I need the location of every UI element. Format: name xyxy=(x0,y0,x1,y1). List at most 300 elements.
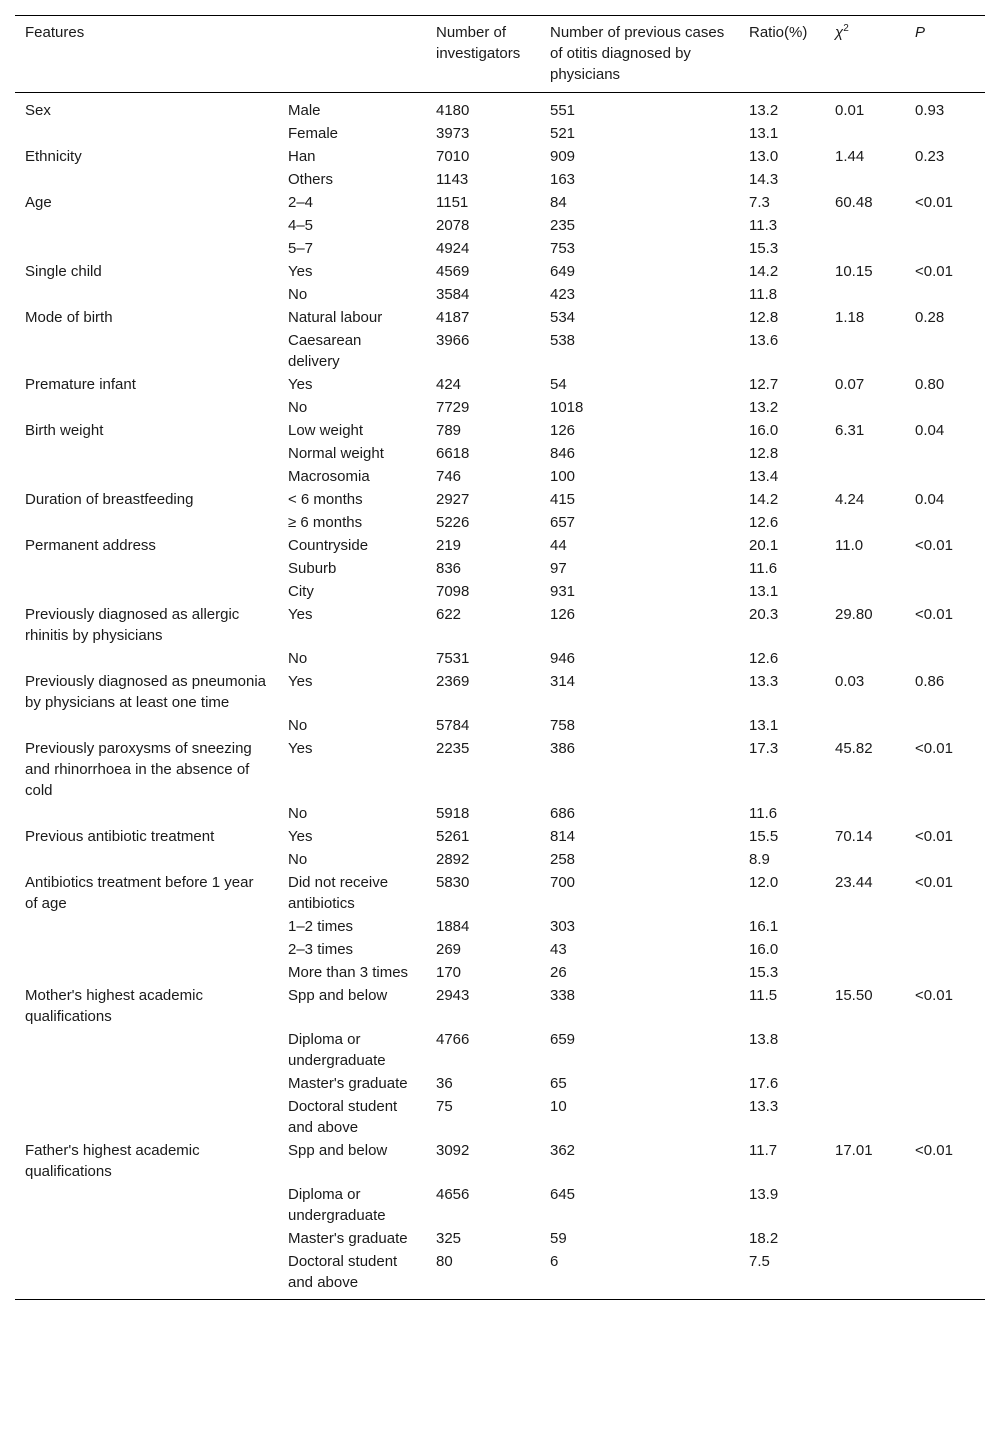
cell-p-value xyxy=(905,915,985,938)
cell-feature: Father's highest academic qualifications xyxy=(25,1142,200,1180)
cell-feature: Previously diagnosed as allergic rhinitis by physicians xyxy=(25,606,240,644)
cell-chi-square xyxy=(825,511,905,534)
cell-cases: 84 xyxy=(550,194,567,211)
cell-subgroup: Diploma or undergraduate xyxy=(288,1031,386,1069)
table-row xyxy=(15,214,985,237)
table-row xyxy=(15,419,985,442)
cell-subgroup: Master's graduate xyxy=(288,1075,408,1092)
cell-cases: 551 xyxy=(550,102,576,119)
cell-investigators: 2943 xyxy=(436,987,470,1004)
table-row xyxy=(15,534,985,557)
cell-subgroup: Male xyxy=(288,102,321,119)
cell-cases: 303 xyxy=(550,918,576,935)
cell-investigators: 4569 xyxy=(436,263,470,280)
table-row xyxy=(15,647,985,670)
cell-subgroup: Spp and below xyxy=(288,987,388,1004)
cell-ratio: 15.3 xyxy=(749,964,779,981)
cell-feature xyxy=(15,938,278,961)
cell-chi-square xyxy=(825,465,905,488)
cell-investigators: 170 xyxy=(436,964,462,981)
cell-ratio: 13.2 xyxy=(749,399,779,416)
cell-ratio: 14.2 xyxy=(749,491,779,508)
cell-feature xyxy=(15,1028,278,1072)
table-row xyxy=(15,938,985,961)
cell-investigators: 5226 xyxy=(436,514,470,531)
table-row xyxy=(15,373,985,396)
cell-investigators: 789 xyxy=(436,422,462,439)
table-row xyxy=(15,191,985,214)
table-row xyxy=(15,580,985,603)
table-row xyxy=(15,1139,985,1183)
cell-ratio: 15.5 xyxy=(749,828,779,845)
cell-feature xyxy=(15,396,278,419)
table-row xyxy=(15,603,985,647)
cell-chi-square: 0.03 xyxy=(835,673,865,690)
table-row xyxy=(15,93,985,123)
cell-feature xyxy=(15,214,278,237)
cell-chi-square xyxy=(825,1072,905,1095)
table-row xyxy=(15,1227,985,1250)
cell-p-value xyxy=(905,168,985,191)
cell-feature: Single child xyxy=(25,263,102,280)
cell-investigators: 2927 xyxy=(436,491,470,508)
cell-cases: 846 xyxy=(550,445,576,462)
cell-chi-square xyxy=(825,915,905,938)
cell-subgroup: Doctoral student and above xyxy=(288,1253,398,1291)
cell-investigators: 75 xyxy=(436,1098,453,1115)
cell-investigators: 622 xyxy=(436,606,462,623)
cell-investigators: 5784 xyxy=(436,717,470,734)
cell-ratio: 15.3 xyxy=(749,240,779,257)
cell-p-value xyxy=(905,1095,985,1139)
cell-subgroup: Suburb xyxy=(288,560,337,577)
cell-subgroup: Yes xyxy=(288,828,313,845)
cell-cases: 126 xyxy=(550,606,576,623)
cell-subgroup: 2–4 xyxy=(288,194,314,211)
cell-subgroup: Spp and below xyxy=(288,1142,388,1159)
cell-subgroup: Han xyxy=(288,148,316,165)
cell-p-value: 0.86 xyxy=(915,673,945,690)
cell-chi-square xyxy=(825,396,905,419)
cell-investigators: 7098 xyxy=(436,583,470,600)
header-investigators: Number of investigators xyxy=(436,24,521,62)
cell-chi-square: 70.14 xyxy=(835,828,873,845)
cell-cases: 649 xyxy=(550,263,576,280)
cell-p-value xyxy=(905,1028,985,1072)
cell-p-value xyxy=(905,1183,985,1227)
cell-chi-square xyxy=(825,938,905,961)
cell-p-value xyxy=(905,237,985,260)
cell-ratio: 11.6 xyxy=(749,805,778,822)
cell-chi-square xyxy=(825,1028,905,1072)
cell-p-value: 0.04 xyxy=(915,422,945,439)
cell-ratio: 11.8 xyxy=(749,286,778,303)
cell-chi-square: 1.44 xyxy=(835,148,865,165)
cell-feature xyxy=(15,465,278,488)
table-row xyxy=(15,871,985,915)
cell-p-value xyxy=(905,802,985,825)
cell-feature xyxy=(15,848,278,871)
table-row xyxy=(15,329,985,373)
cell-p-value: <0.01 xyxy=(915,828,953,845)
cell-p-value xyxy=(905,465,985,488)
cell-ratio: 13.3 xyxy=(749,1098,779,1115)
cell-p-value xyxy=(905,938,985,961)
table-row xyxy=(15,1183,985,1227)
cell-chi-square: 11.0 xyxy=(835,537,864,554)
cell-subgroup: More than 3 times xyxy=(288,964,409,981)
cell-ratio: 20.1 xyxy=(749,537,779,554)
table-row xyxy=(15,825,985,848)
cell-cases: 753 xyxy=(550,240,576,257)
cell-chi-square xyxy=(825,961,905,984)
cell-investigators: 4766 xyxy=(436,1031,470,1048)
cell-p-value: 0.93 xyxy=(915,102,945,119)
table-row xyxy=(15,802,985,825)
table-row xyxy=(15,465,985,488)
cell-ratio: 16.1 xyxy=(749,918,779,935)
cell-subgroup: No xyxy=(288,399,308,416)
cell-investigators: 1884 xyxy=(436,918,470,935)
cell-feature xyxy=(15,961,278,984)
cell-chi-square: 17.01 xyxy=(835,1142,873,1159)
cell-p-value xyxy=(905,396,985,419)
cell-ratio: 12.8 xyxy=(749,445,779,462)
cell-cases: 100 xyxy=(550,468,576,485)
cell-cases: 758 xyxy=(550,717,576,734)
header-ratio: Ratio(%) xyxy=(749,24,808,41)
cell-cases: 521 xyxy=(550,125,576,142)
cell-ratio: 11.6 xyxy=(749,560,778,577)
cell-investigators: 424 xyxy=(436,376,462,393)
cell-investigators: 2369 xyxy=(436,673,470,690)
cell-feature xyxy=(15,915,278,938)
cell-feature xyxy=(15,237,278,260)
table-row xyxy=(15,1095,985,1139)
cell-p-value: <0.01 xyxy=(915,740,953,757)
cell-chi-square: 45.82 xyxy=(835,740,873,757)
cell-subgroup: City xyxy=(288,583,314,600)
cell-p-value xyxy=(905,961,985,984)
cell-cases: 415 xyxy=(550,491,576,508)
cell-ratio: 16.0 xyxy=(749,941,779,958)
cell-cases: 814 xyxy=(550,828,576,845)
cell-feature xyxy=(15,802,278,825)
cell-investigators: 3966 xyxy=(436,332,470,349)
cell-p-value xyxy=(905,283,985,306)
cell-subgroup: No xyxy=(288,286,308,303)
cell-ratio: 13.3 xyxy=(749,673,779,690)
cell-investigators: 3973 xyxy=(436,125,470,142)
cell-feature xyxy=(15,1183,278,1227)
cell-ratio: 8.9 xyxy=(749,851,770,868)
table-container xyxy=(15,15,985,1300)
cell-subgroup: No xyxy=(288,650,308,667)
cell-p-value: <0.01 xyxy=(915,194,953,211)
cell-subgroup: Yes xyxy=(288,673,313,690)
cell-p-value: <0.01 xyxy=(915,537,953,554)
cell-subgroup: Natural labour xyxy=(288,309,383,326)
cell-p-value: 0.80 xyxy=(915,376,945,393)
cell-ratio: 12.0 xyxy=(749,874,779,891)
cell-subgroup: Yes xyxy=(288,376,313,393)
table-row xyxy=(15,714,985,737)
cell-subgroup: Yes xyxy=(288,606,313,623)
cell-cases: 44 xyxy=(550,537,567,554)
cell-chi-square: 1.18 xyxy=(835,309,865,326)
cell-cases: 1018 xyxy=(550,399,584,416)
cell-p-value: 0.04 xyxy=(915,491,945,508)
cell-chi-square xyxy=(825,122,905,145)
header-cases: Number of previous cases of otitis diagnosed by physicians xyxy=(550,24,725,83)
cell-investigators: 325 xyxy=(436,1230,462,1247)
cell-p-value: <0.01 xyxy=(915,1142,953,1159)
cell-ratio: 17.3 xyxy=(749,740,779,757)
cell-p-value xyxy=(905,122,985,145)
cell-feature: Mother's highest academic qualifications xyxy=(25,987,203,1025)
cell-cases: 43 xyxy=(550,941,567,958)
cell-cases: 657 xyxy=(550,514,576,531)
cell-subgroup: No xyxy=(288,717,308,734)
cell-feature: Permanent address xyxy=(25,537,156,554)
table-row xyxy=(15,306,985,329)
cell-subgroup: No xyxy=(288,851,308,868)
cell-chi-square: 29.80 xyxy=(835,606,873,623)
header-chi-square xyxy=(825,16,905,93)
cell-investigators: 2235 xyxy=(436,740,470,757)
cell-cases: 65 xyxy=(550,1075,567,1092)
table-row xyxy=(15,1250,985,1300)
cell-investigators: 2078 xyxy=(436,217,470,234)
table-body xyxy=(15,93,985,1300)
cell-investigators: 5918 xyxy=(436,805,470,822)
cell-feature: Ethnicity xyxy=(25,148,82,165)
cell-ratio: 7.5 xyxy=(749,1253,770,1270)
cell-subgroup: Normal weight xyxy=(288,445,384,462)
cell-cases: 931 xyxy=(550,583,576,600)
cell-p-value: <0.01 xyxy=(915,987,953,1004)
table-row xyxy=(15,396,985,419)
cell-chi-square: 0.01 xyxy=(835,102,865,119)
table-row xyxy=(15,237,985,260)
cell-cases: 10 xyxy=(550,1098,567,1115)
cell-ratio: 13.1 xyxy=(749,717,779,734)
table-row xyxy=(15,145,985,168)
cell-p-value: 0.28 xyxy=(915,309,945,326)
cell-cases: 126 xyxy=(550,422,576,439)
cell-chi-square xyxy=(825,647,905,670)
cell-cases: 386 xyxy=(550,740,576,757)
cell-feature xyxy=(15,122,278,145)
cell-cases: 645 xyxy=(550,1186,576,1203)
cell-chi-square xyxy=(825,1227,905,1250)
cell-cases: 314 xyxy=(550,673,576,690)
cell-p-value xyxy=(905,557,985,580)
cell-cases: 946 xyxy=(550,650,576,667)
cell-p-value xyxy=(905,1072,985,1095)
cell-chi-square: 0.07 xyxy=(835,376,865,393)
cell-subgroup: Did not receive antibiotics xyxy=(288,874,389,912)
cell-feature xyxy=(15,1227,278,1250)
cell-feature xyxy=(15,1095,278,1139)
cell-feature xyxy=(15,283,278,306)
header-row xyxy=(15,16,985,93)
cell-p-value xyxy=(905,214,985,237)
cell-feature xyxy=(15,329,278,373)
cell-feature xyxy=(15,1072,278,1095)
cell-ratio: 13.8 xyxy=(749,1031,779,1048)
cell-feature: Premature infant xyxy=(25,376,136,393)
cell-subgroup: 2–3 times xyxy=(288,941,354,958)
cell-subgroup: Others xyxy=(288,171,334,188)
cell-subgroup: Master's graduate xyxy=(288,1230,408,1247)
cell-feature xyxy=(15,1250,278,1300)
cell-cases: 54 xyxy=(550,376,567,393)
cell-ratio: 13.1 xyxy=(749,125,779,142)
cell-p-value xyxy=(905,329,985,373)
cell-chi-square xyxy=(825,442,905,465)
cell-subgroup: < 6 months xyxy=(288,491,363,508)
table-row xyxy=(15,260,985,283)
table-row xyxy=(15,488,985,511)
cell-subgroup: 1–2 times xyxy=(288,918,354,935)
cell-investigators: 5261 xyxy=(436,828,470,845)
cell-feature xyxy=(15,647,278,670)
chi-symbol: χ xyxy=(835,24,844,41)
cell-ratio: 20.3 xyxy=(749,606,779,623)
cell-chi-square xyxy=(825,237,905,260)
cell-chi-square xyxy=(825,802,905,825)
cell-ratio: 11.7 xyxy=(749,1142,778,1159)
cell-cases: 909 xyxy=(550,148,576,165)
cell-investigators: 4180 xyxy=(436,102,470,119)
table-row xyxy=(15,984,985,1028)
cell-investigators: 269 xyxy=(436,941,462,958)
cell-ratio: 18.2 xyxy=(749,1230,779,1247)
cell-p-value xyxy=(905,714,985,737)
cell-ratio: 12.8 xyxy=(749,309,779,326)
cell-feature: Mode of birth xyxy=(25,309,113,326)
cell-chi-square xyxy=(825,168,905,191)
cell-feature: Previously paroxysms of sneezing and rhinorrhoea in the absence of cold xyxy=(25,740,252,799)
cell-subgroup: 5–7 xyxy=(288,240,314,257)
cell-ratio: 13.9 xyxy=(749,1186,779,1203)
table-row xyxy=(15,848,985,871)
cell-chi-square xyxy=(825,283,905,306)
table-row xyxy=(15,961,985,984)
cell-p-value xyxy=(905,848,985,871)
cell-chi-square xyxy=(825,214,905,237)
cell-subgroup: Countryside xyxy=(288,537,369,554)
cell-cases: 235 xyxy=(550,217,576,234)
cell-chi-square xyxy=(825,714,905,737)
table-row xyxy=(15,442,985,465)
cell-investigators: 2892 xyxy=(436,851,470,868)
cell-feature: Duration of breastfeeding xyxy=(25,491,194,508)
cell-feature xyxy=(15,511,278,534)
cell-p-value: <0.01 xyxy=(915,606,953,623)
table-header xyxy=(15,16,985,93)
cell-investigators: 4656 xyxy=(436,1186,470,1203)
cell-ratio: 12.6 xyxy=(749,514,779,531)
cell-p-value xyxy=(905,511,985,534)
cell-chi-square: 4.24 xyxy=(835,491,865,508)
cell-feature xyxy=(15,580,278,603)
cell-cases: 163 xyxy=(550,171,576,188)
cell-chi-square xyxy=(825,329,905,373)
cell-feature: Previously diagnosed as pneumonia by physicians at least one time xyxy=(25,673,266,711)
cell-subgroup: Yes xyxy=(288,740,313,757)
cell-p-value xyxy=(905,647,985,670)
cell-ratio: 16.0 xyxy=(749,422,779,439)
cell-investigators: 4924 xyxy=(436,240,470,257)
cell-subgroup: ≥ 6 months xyxy=(288,514,363,531)
cell-investigators: 836 xyxy=(436,560,462,577)
table-row xyxy=(15,915,985,938)
cell-investigators: 7531 xyxy=(436,650,470,667)
otitis-risk-factor-table xyxy=(15,15,985,1300)
cell-cases: 700 xyxy=(550,874,576,891)
cell-ratio: 11.3 xyxy=(749,217,778,234)
cell-investigators: 80 xyxy=(436,1253,453,1270)
cell-investigators: 4187 xyxy=(436,309,470,326)
cell-investigators: 219 xyxy=(436,537,462,554)
table-row xyxy=(15,557,985,580)
cell-cases: 258 xyxy=(550,851,576,868)
cell-subgroup: No xyxy=(288,805,308,822)
cell-cases: 97 xyxy=(550,560,567,577)
cell-chi-square: 15.50 xyxy=(835,987,873,1004)
cell-ratio: 14.2 xyxy=(749,263,779,280)
cell-investigators: 7010 xyxy=(436,148,470,165)
table-row xyxy=(15,122,985,145)
cell-investigators: 1143 xyxy=(436,171,469,188)
cell-chi-square xyxy=(825,848,905,871)
cell-cases: 659 xyxy=(550,1031,576,1048)
cell-ratio: 13.0 xyxy=(749,148,779,165)
table-row xyxy=(15,283,985,306)
cell-feature: Sex xyxy=(25,102,51,119)
cell-chi-square: 10.15 xyxy=(835,263,873,280)
cell-chi-square: 23.44 xyxy=(835,874,873,891)
cell-chi-square xyxy=(825,557,905,580)
cell-p-value xyxy=(905,1250,985,1300)
cell-investigators: 3092 xyxy=(436,1142,470,1159)
cell-ratio: 13.4 xyxy=(749,468,779,485)
cell-p-value xyxy=(905,580,985,603)
cell-cases: 6 xyxy=(550,1253,559,1270)
cell-cases: 534 xyxy=(550,309,576,326)
cell-investigators: 3584 xyxy=(436,286,470,303)
cell-cases: 423 xyxy=(550,286,576,303)
cell-p-value: 0.23 xyxy=(915,148,945,165)
cell-feature xyxy=(15,442,278,465)
cell-subgroup: Caesarean delivery xyxy=(288,332,362,370)
cell-investigators: 36 xyxy=(436,1075,453,1092)
table-row xyxy=(15,511,985,534)
cell-subgroup: Yes xyxy=(288,263,313,280)
cell-feature: Age xyxy=(25,194,52,211)
cell-feature: Antibiotics treatment before 1 year of age xyxy=(25,874,254,912)
cell-cases: 26 xyxy=(550,964,567,981)
cell-feature xyxy=(15,714,278,737)
cell-feature xyxy=(15,557,278,580)
cell-cases: 59 xyxy=(550,1230,567,1247)
cell-p-value xyxy=(905,442,985,465)
cell-chi-square: 6.31 xyxy=(835,422,865,439)
cell-subgroup: 4–5 xyxy=(288,217,314,234)
cell-feature: Birth weight xyxy=(25,422,104,439)
